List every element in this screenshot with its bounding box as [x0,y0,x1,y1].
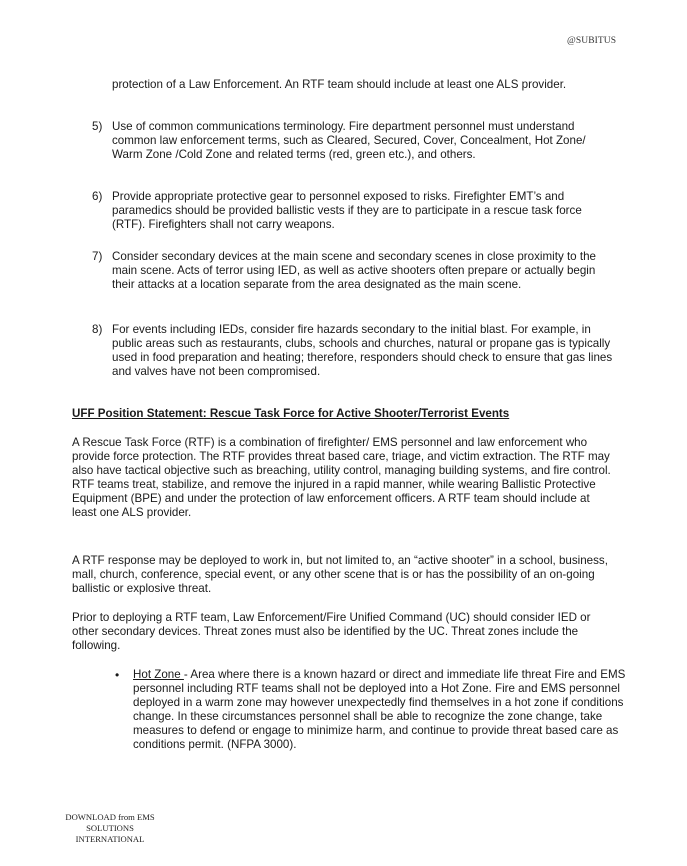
footer-watermark [55,812,165,845]
section-heading: UFF Position Statement: Rescue Task Force for Active Shooter/Terrorist Events [72,407,510,420]
bullet-description: - Area where there is a known hazard or direct and immediate life threat Fire and EMS personnel including RTF teams shall not be deployed into a Hot Zone. Fire and EMS personnel deployed in a warm zone may however unexpectedly find themselves in a hot zone if conditions change. In these circumstances personnel shall be able to recognize the zone change, take measures to defend or engage to minimize harm, and continue to provide threat based care as conditions permit. (NFPA 3000). [133,668,626,751]
list-item-text: Consider secondary devices at the main scene and secondary scenes in close proximity to the main scene. Acts of terror using IED, as well as active shooters often prepare or actually begin their attacks at a location separate from the area designated as the main scene. [112,250,596,291]
bullet-text [133,668,628,752]
footer-line: SOLUTIONS [86,823,134,833]
list-item-text: Use of common communications terminology. Fire department personnel must understand common law enforcement terms, such as Cleared, Secured, Cover, Concealment, Hot Zone/ Warm Zone /Cold Zone and related terms (red, green etc.), and others. [112,120,586,161]
footer-line: DOWNLOAD from EMS [65,812,155,822]
list-item-text: For events including IEDs, consider fire hazards secondary to the initial blast. For example, in public areas such as restaurants, clubs, schools and churches, natural or propane gas is typically used in food preparation and heating; therefore, responders should check to ensure that gas lines and valves have not been compromised. [112,323,613,378]
list-item-text: Provide appropriate protective gear to personnel exposed to risks. Firefighter EMT’s and paramedics should be provided ballistic vests if they are to participate in a rescue task force (RTF). Firefighters shall not carry weapons. [112,190,582,231]
list-item-number: 5) [92,120,103,133]
list-item-number: 7) [92,250,103,263]
list-item-number: 6) [92,190,103,203]
list-item-number: 8) [92,323,103,336]
body-paragraph: Prior to deploying a RTF team, Law Enforcement/Fire Unified Command (UC) should consider IED or other secondary devices. Threat zones must also be identified by the UC. Threat zones include the following. [72,611,591,652]
bullet-icon: • [115,668,120,682]
header-watermark: @SUBITUS [567,36,617,46]
body-paragraph: A RTF response may be deployed to work in, but not limited to, an “active shooter” in a school, business, mall, church, conference, special event, or any other scene that is or has the possibility of an on-going ballistic or explosive threat. [72,554,608,595]
body-paragraph: A Rescue Task Force (RTF) is a combination of firefighter/ EMS personnel and law enforcement who provide force protection. The RTF provides threat based care, triage, and victim extraction. The RTF may also have tactical objective such as breaching, utility control, managing building systems, and fire control. RTF teams treat, stabilize, and remove the injured in a rapid manner, while wearing Ballistic Protective Equipment (BPE) and under the protection of law enforcement officers. A RTF team should include at least one ALS provider. [72,436,611,519]
bullet-term: Hot Zone [133,668,184,681]
footer-line: INTERNATIONAL [75,834,145,844]
continued-paragraph: protection of a Law Enforcement. An RTF team should include at least one ALS provider. [112,78,567,91]
